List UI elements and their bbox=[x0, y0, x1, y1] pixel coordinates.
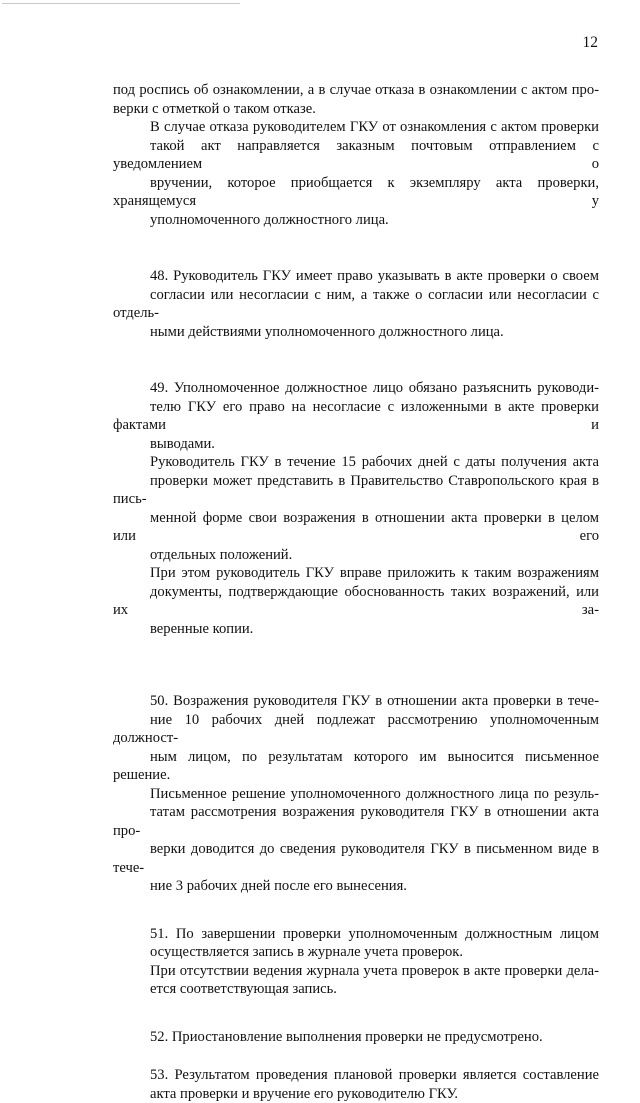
text-line: отдельных положений. bbox=[113, 546, 599, 565]
text-line: акта проверки и вручение его руководителю ГКУ. bbox=[113, 1085, 599, 1103]
text-line: 52. Приостановление выполнения проверки не предусмотрено. bbox=[113, 1028, 599, 1047]
text-line: татам рассмотрения возражения руководителя ГКУ в отношении акта про- bbox=[113, 803, 599, 840]
text-line: ние 3 рабочих дней после его вынесения. bbox=[113, 877, 599, 896]
text-line: Письменное решение уполномоченного должностного лица по резуль- bbox=[113, 785, 599, 804]
paragraph-52 bbox=[113, 1028, 599, 1047]
text-line: При отсутствии ведения журнала учета проверок в акте проверки дела- bbox=[113, 962, 599, 981]
text-line: выводами. bbox=[113, 435, 599, 454]
text-line: ется соответствующая запись. bbox=[113, 980, 599, 999]
text-line: осуществляется запись в журнале учета проверок. bbox=[113, 943, 599, 962]
text-line: вручении, которое приобщается к экземпляру акта проверки, хранящемуся у bbox=[113, 174, 599, 211]
text-line: такой акт направляется заказным почтовым отправлением с уведомлением о bbox=[113, 137, 599, 174]
scan-artifact-line bbox=[2, 3, 240, 4]
text-line: 53. Результатом проведения плановой проверки является составление bbox=[113, 1066, 599, 1085]
paragraph-49-documents bbox=[113, 564, 599, 638]
page-number: 12 bbox=[583, 34, 599, 52]
text-line: 48. Руководитель ГКУ имеет право указывать в акте проверки о своем bbox=[113, 267, 599, 286]
text-line: ние 10 рабочих дней подлежат рассмотрению уполномоченным должност- bbox=[113, 711, 599, 748]
text-line: верки доводится до сведения руководителя ГКУ в письменном виде в тече- bbox=[113, 840, 599, 877]
text-line: документы, подтверждающие обоснованность таких возражений, или их за- bbox=[113, 583, 599, 620]
text-line: Руководитель ГКУ в течение 15 рабочих дней с даты получения акта bbox=[113, 453, 599, 472]
paragraph-continuation bbox=[113, 81, 599, 118]
text-line: 51. По завершении проверки уполномоченным должностным лицом bbox=[113, 925, 599, 944]
text-line: телю ГКУ его право на несогласие с изложенными в акте проверки фактами и bbox=[113, 398, 599, 435]
text-line: уполномоченного должностного лица. bbox=[113, 211, 599, 230]
text-line: ным лицом, по результатам которого им выносится письменное решение. bbox=[113, 748, 599, 785]
text-line: 50. Возражения руководителя ГКУ в отношении акта проверки в тече- bbox=[113, 692, 599, 711]
text-line: В случае отказа руководителем ГКУ от ознакомления с актом проверки bbox=[113, 118, 599, 137]
paragraph-49-objections bbox=[113, 453, 599, 564]
paragraph-48 bbox=[113, 267, 599, 341]
text-line: проверки может представить в Правительство Ставропольского края в пись- bbox=[113, 472, 599, 509]
text-line: согласии или несогласии с ним, а также о согласии или несогласии с отдель- bbox=[113, 286, 599, 323]
paragraph-49 bbox=[113, 379, 599, 453]
paragraph-51-journal bbox=[113, 962, 599, 999]
text-line: верки с отметкой о таком отказе. bbox=[113, 100, 599, 119]
text-line: под роспись об ознакомлении, а в случае отказа в ознакомлении с актом про- bbox=[113, 81, 599, 100]
document-body bbox=[113, 81, 599, 1103]
text-line: менной форме свои возражения в отношении акта проверки в целом или его bbox=[113, 509, 599, 546]
paragraph-51 bbox=[113, 925, 599, 962]
text-line: ными действиями уполномоченного должностного лица. bbox=[113, 323, 599, 342]
text-line: 49. Уполномоченное должностное лицо обязано разъяснить руководи- bbox=[113, 379, 599, 398]
text-line: веренные копии. bbox=[113, 620, 599, 639]
paragraph-50 bbox=[113, 692, 599, 785]
paragraph-53 bbox=[113, 1066, 599, 1103]
paragraph-refusal bbox=[113, 118, 599, 229]
paragraph-50-decision bbox=[113, 785, 599, 896]
text-line: При этом руководитель ГКУ вправе приложить к таким возражениям bbox=[113, 564, 599, 583]
